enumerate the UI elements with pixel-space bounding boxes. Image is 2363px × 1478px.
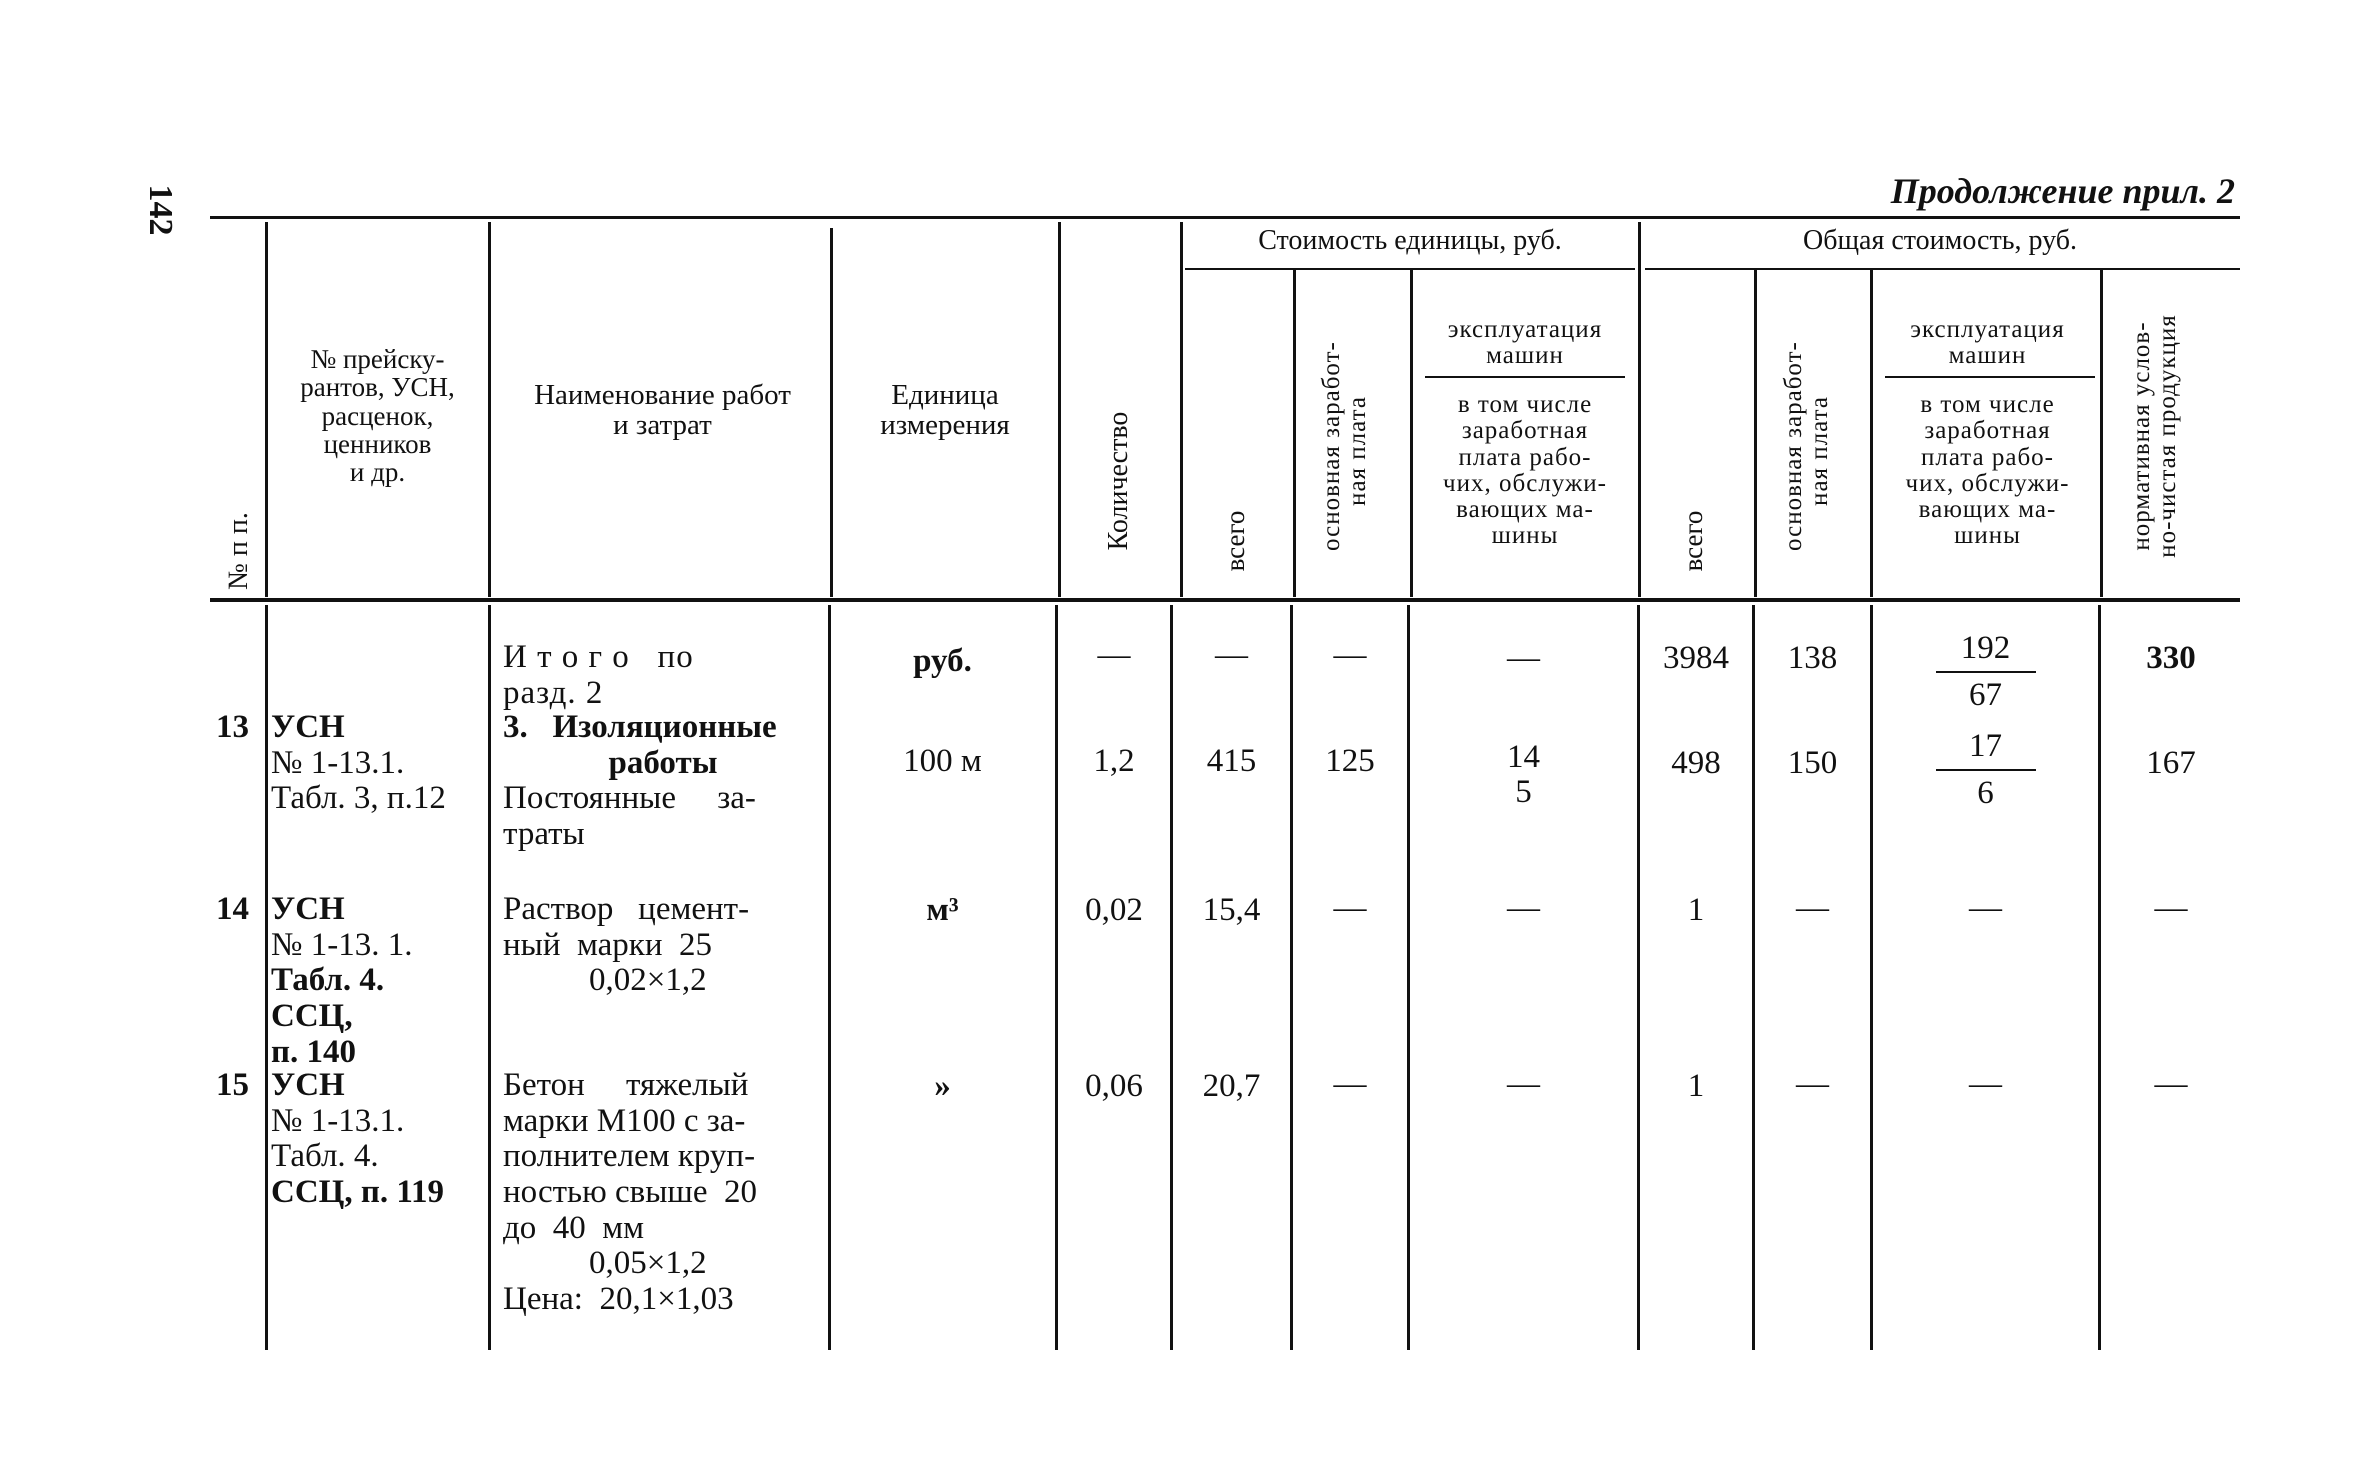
header-qty: Количество xyxy=(1103,411,1134,551)
header-row-no: № п п. xyxy=(223,512,254,590)
header-unit-total: всего xyxy=(1220,510,1250,572)
header-unit-wages: основная заработ- ная плата xyxy=(1318,341,1372,551)
continuation-title: Продолжение прил. 2 xyxy=(1890,171,2235,211)
header-unit-cost-group: Стоимость единицы, руб. xyxy=(1258,225,1562,256)
header-total-machines: эксплуатация машин xyxy=(1910,316,2065,370)
header-name: Наименование работ и затрат xyxy=(534,379,791,442)
header-total-wages: основная заработ- ная плата xyxy=(1780,341,1834,551)
page-number: 142 xyxy=(142,184,179,236)
header-normative: нормативная услов- но-чистая продукция xyxy=(2128,314,2182,558)
header-pricelist: № прейску- рантов, УСН, расценок, ценников и др. xyxy=(300,344,455,488)
header-unit-machines: эксплуатация машин xyxy=(1447,316,1603,370)
header-unit: Единица измерения xyxy=(880,379,1010,442)
header-total-total: всего xyxy=(1678,510,1708,572)
header-unit-machines-wages: в том числе заработная плата рабо- чих, обслужи- вающих ма- шины xyxy=(1443,391,1607,550)
header-total-cost-group: Общая стоимость, руб. xyxy=(1803,225,2077,256)
header-total-machines-wages: в том числе заработная плата рабо- чих, обслужи- вающих ма- шины xyxy=(1905,391,2070,550)
